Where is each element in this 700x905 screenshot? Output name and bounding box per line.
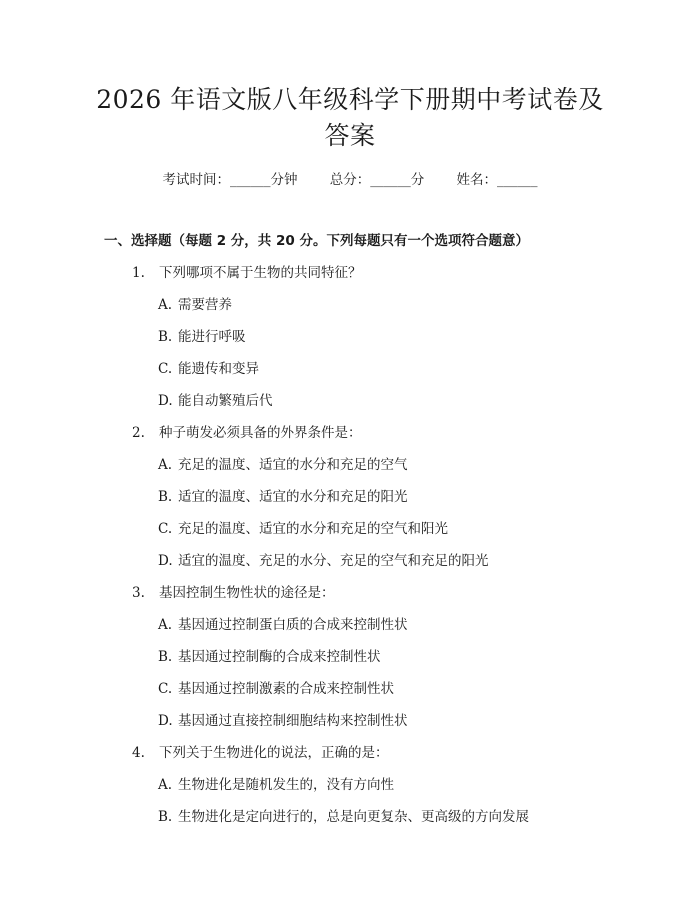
- option-text: 生物进化是定向进行的，总是向更复杂、更高级的方向发展: [178, 809, 529, 825]
- option-text: 基因通过直接控制细胞结构来控制性状: [178, 713, 408, 729]
- option-text: 能遗传和变异: [178, 361, 259, 377]
- question-1: [132, 261, 362, 281]
- option-2b: [158, 485, 408, 505]
- student-name-field: 姓名：______: [456, 172, 538, 188]
- question-number: 4.: [132, 745, 145, 761]
- option-text: 能自动繁殖后代: [178, 393, 273, 409]
- question-text: 种子萌发必须具备的外界条件是：: [159, 425, 362, 441]
- question-text: 下列哪项不属于生物的共同特征？: [159, 265, 362, 281]
- question-number: 1.: [132, 265, 145, 281]
- option-letter: C.: [158, 361, 173, 377]
- option-letter: D.: [158, 393, 173, 409]
- exam-time-field: 考试时间：______分钟: [162, 172, 298, 188]
- option-text: 基因通过控制蛋白质的合成来控制性状: [178, 617, 408, 633]
- option-text: 能进行呼吸: [178, 329, 246, 345]
- option-2d: [158, 549, 489, 569]
- option-text: 生物进化是随机发生的，没有方向性: [178, 777, 394, 793]
- question-4: [132, 741, 389, 761]
- option-text: 需要营养: [178, 297, 232, 313]
- option-letter: B.: [158, 489, 173, 505]
- option-1d: [158, 389, 273, 409]
- question-3: [132, 581, 335, 601]
- option-letter: B.: [158, 649, 173, 665]
- option-letter: D.: [158, 553, 173, 569]
- exam-title-line1: 2026 年语文版八年级科学下册期中考试卷及: [96, 85, 604, 114]
- option-4a: [158, 773, 394, 793]
- option-1c: [158, 357, 259, 377]
- option-text: 基因通过控制酶的合成来控制性状: [178, 649, 381, 665]
- option-1a: [158, 293, 232, 313]
- option-letter: D.: [158, 713, 173, 729]
- option-2c: [158, 517, 448, 537]
- option-3d: [158, 709, 408, 729]
- question-text: 基因控制生物性状的途径是：: [159, 585, 335, 601]
- option-4b: [158, 805, 529, 825]
- exam-meta: [0, 168, 700, 188]
- option-letter: B.: [158, 329, 173, 345]
- section-heading: 一、选择题（每题 2 分，共 20 分。下列每题只有一个选项符合题意）: [104, 233, 529, 249]
- question-number: 2.: [132, 425, 145, 441]
- question-number: 3.: [132, 585, 145, 601]
- option-3a: [158, 613, 408, 633]
- question-text: 下列关于生物进化的说法，正确的是：: [159, 745, 389, 761]
- option-letter: A.: [158, 617, 173, 633]
- option-letter: A.: [158, 457, 173, 473]
- exam-title-line2: 答案: [324, 121, 376, 150]
- option-text: 基因通过控制激素的合成来控制性状: [178, 681, 394, 697]
- option-letter: B.: [158, 809, 173, 825]
- total-score-field: 总分：______分: [329, 172, 425, 188]
- option-letter: A.: [158, 297, 173, 313]
- option-text: 充足的温度、适宜的水分和充足的空气: [178, 457, 408, 473]
- option-3b: [158, 645, 381, 665]
- question-2: [132, 421, 362, 441]
- exam-title: [80, 82, 620, 154]
- option-text: 充足的温度、适宜的水分和充足的空气和阳光: [178, 521, 448, 537]
- option-text: 适宜的温度、充足的水分、充足的空气和充足的阳光: [178, 553, 489, 569]
- option-letter: C.: [158, 521, 173, 537]
- option-text: 适宜的温度、适宜的水分和充足的阳光: [178, 489, 408, 505]
- option-3c: [158, 677, 394, 697]
- option-letter: C.: [158, 681, 173, 697]
- option-1b: [158, 325, 246, 345]
- option-letter: A.: [158, 777, 173, 793]
- option-2a: [158, 453, 408, 473]
